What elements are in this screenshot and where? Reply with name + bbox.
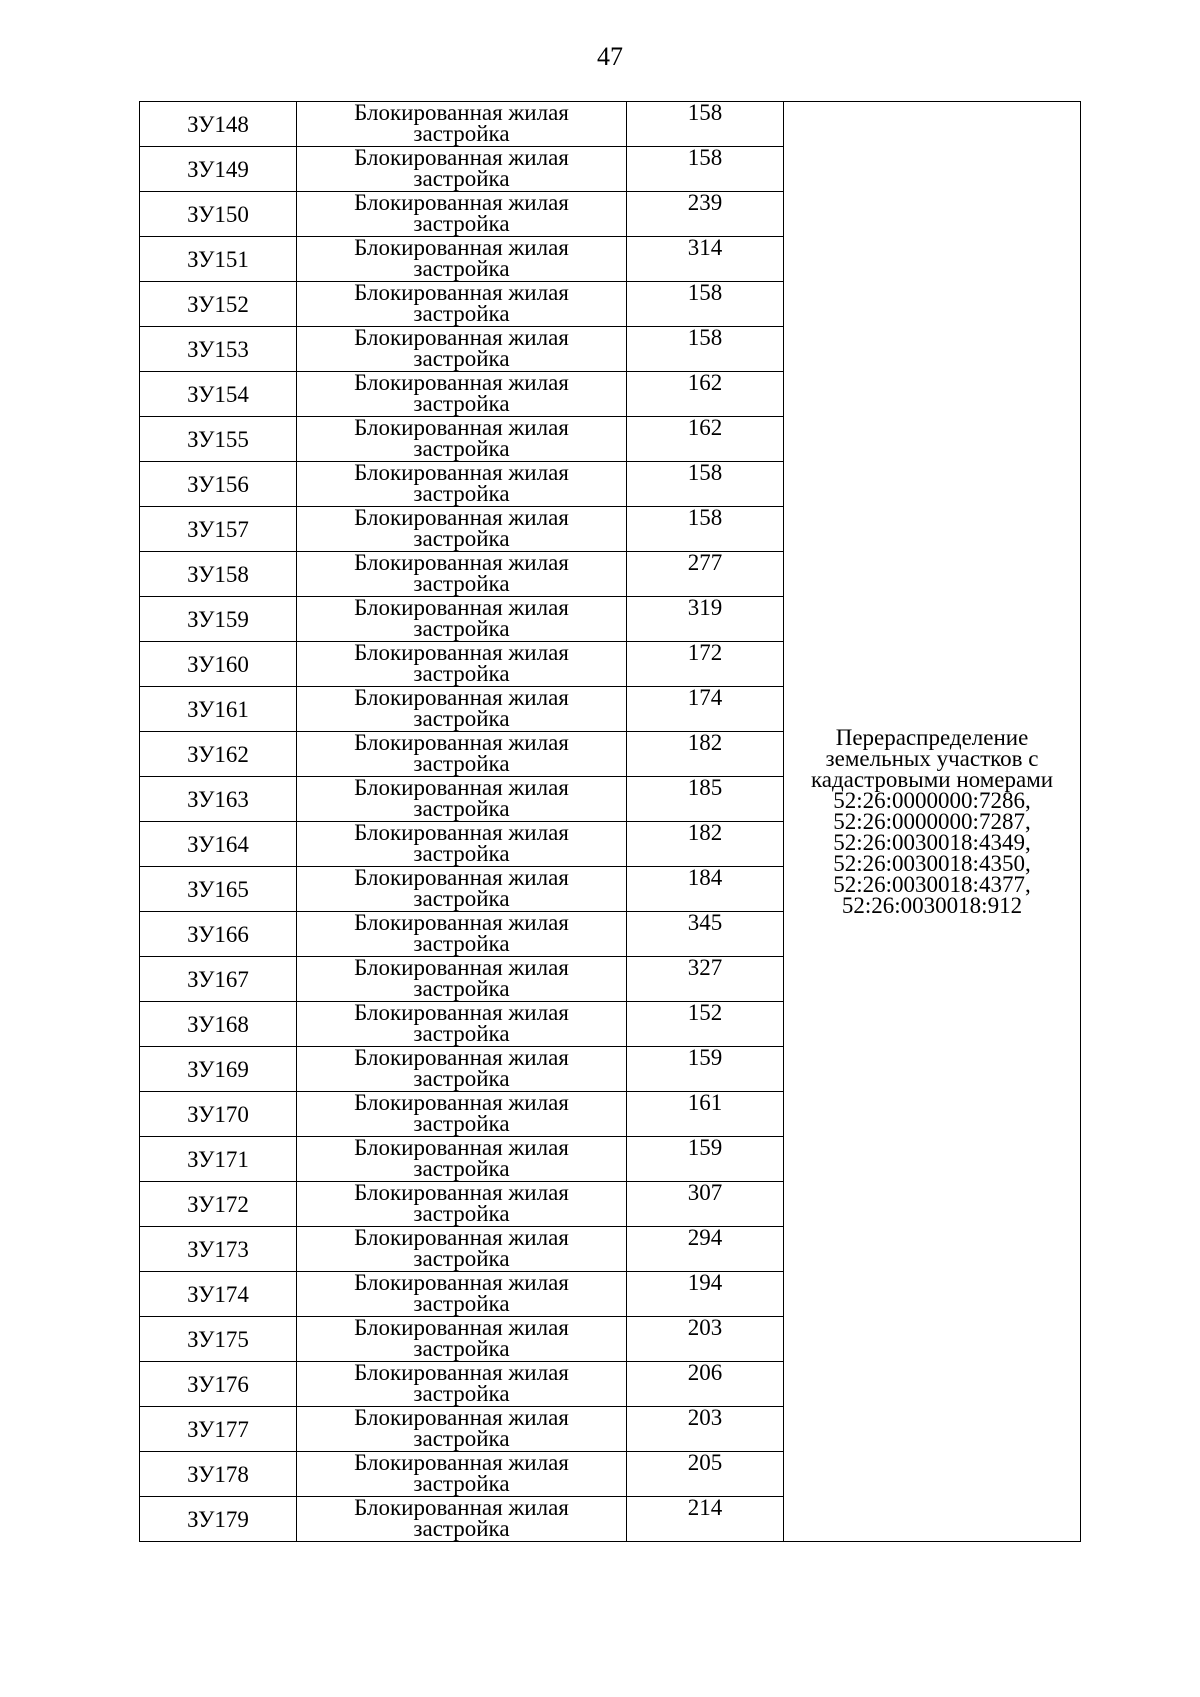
permitted-use-line: Блокированная жилая — [354, 685, 569, 710]
permitted-use-cell — [297, 777, 627, 822]
permitted-use-cell — [297, 1002, 627, 1047]
permitted-use-line: Блокированная жилая — [354, 730, 569, 755]
formation-method-line: Перераспределение — [835, 725, 1029, 750]
permitted-use-cell — [297, 867, 627, 912]
plot-id-cell: ЗУ148 — [140, 102, 297, 147]
plot-area-cell: 203 — [627, 1407, 784, 1452]
plot-id-cell: ЗУ167 — [140, 957, 297, 1002]
plot-area-cell: 314 — [627, 237, 784, 282]
land-plots-table — [139, 101, 1081, 1542]
plot-id-cell: ЗУ164 — [140, 822, 297, 867]
plot-id-cell: ЗУ173 — [140, 1227, 297, 1272]
permitted-use-cell — [297, 1407, 627, 1452]
permitted-use-line: застройка — [413, 1516, 510, 1541]
plot-id-cell: ЗУ177 — [140, 1407, 297, 1452]
plot-id-cell: ЗУ162 — [140, 732, 297, 777]
plot-area-cell: 319 — [627, 597, 784, 642]
permitted-use-line: застройка — [413, 1066, 510, 1091]
plot-area-cell: 205 — [627, 1452, 784, 1497]
page-number: 47 — [597, 42, 623, 71]
formation-method-line: земельных участков с — [825, 746, 1039, 771]
permitted-use-cell — [297, 1227, 627, 1272]
permitted-use-cell — [297, 1452, 627, 1497]
plot-id-cell: ЗУ175 — [140, 1317, 297, 1362]
permitted-use-cell — [297, 597, 627, 642]
plot-id-cell: ЗУ159 — [140, 597, 297, 642]
permitted-use-line: Блокированная жилая — [354, 325, 569, 350]
permitted-use-line: Блокированная жилая — [354, 955, 569, 980]
plot-area-cell: 162 — [627, 417, 784, 462]
permitted-use-line: застройка — [413, 976, 510, 1001]
permitted-use-cell — [297, 462, 627, 507]
permitted-use-cell — [297, 552, 627, 597]
table-row — [140, 102, 1081, 147]
permitted-use-line: застройка — [413, 301, 510, 326]
plot-id-cell: ЗУ152 — [140, 282, 297, 327]
plot-area-cell: 158 — [627, 147, 784, 192]
plot-area-cell: 327 — [627, 957, 784, 1002]
plot-area-cell: 159 — [627, 1047, 784, 1092]
permitted-use-line: застройка — [413, 661, 510, 686]
plot-id-cell: ЗУ176 — [140, 1362, 297, 1407]
permitted-use-line: Блокированная жилая — [354, 775, 569, 800]
permitted-use-line: Блокированная жилая — [354, 1270, 569, 1295]
plot-id-cell: ЗУ151 — [140, 237, 297, 282]
plot-id-cell: ЗУ165 — [140, 867, 297, 912]
formation-method-cell — [784, 102, 1081, 1542]
permitted-use-line: застройка — [413, 1111, 510, 1136]
permitted-use-line: застройка — [413, 886, 510, 911]
plot-area-cell: 294 — [627, 1227, 784, 1272]
permitted-use-cell — [297, 237, 627, 282]
formation-method-line: 52:26:0030018:4349, — [833, 830, 1031, 855]
plot-id-cell: ЗУ171 — [140, 1137, 297, 1182]
plot-area-cell: 182 — [627, 822, 784, 867]
plot-area-cell: 158 — [627, 507, 784, 552]
plot-id-cell: ЗУ156 — [140, 462, 297, 507]
permitted-use-line: застройка — [413, 121, 510, 146]
permitted-use-cell — [297, 282, 627, 327]
permitted-use-line: застройка — [413, 1291, 510, 1316]
permitted-use-cell — [297, 372, 627, 417]
permitted-use-line: Блокированная жилая — [354, 1315, 569, 1340]
plot-id-cell: ЗУ163 — [140, 777, 297, 822]
permitted-use-line: Блокированная жилая — [354, 370, 569, 395]
plot-id-cell: ЗУ168 — [140, 1002, 297, 1047]
permitted-use-line: застройка — [413, 1381, 510, 1406]
plot-id-cell: ЗУ157 — [140, 507, 297, 552]
permitted-use-cell — [297, 1317, 627, 1362]
formation-method-line: 52:26:0000000:7287, — [833, 809, 1031, 834]
permitted-use-cell — [297, 732, 627, 777]
plot-area-cell: 182 — [627, 732, 784, 777]
permitted-use-line: застройка — [413, 436, 510, 461]
plot-id-cell: ЗУ166 — [140, 912, 297, 957]
plot-area-cell: 185 — [627, 777, 784, 822]
permitted-use-line: Блокированная жилая — [354, 1000, 569, 1025]
plot-id-cell: ЗУ160 — [140, 642, 297, 687]
permitted-use-line: застройка — [413, 1021, 510, 1046]
formation-method-line: 52:26:0030018:4350, — [833, 851, 1031, 876]
plot-area-cell: 161 — [627, 1092, 784, 1137]
plot-id-cell: ЗУ178 — [140, 1452, 297, 1497]
plot-area-cell: 158 — [627, 282, 784, 327]
permitted-use-line: Блокированная жилая — [354, 235, 569, 260]
permitted-use-line: застройка — [413, 1246, 510, 1271]
plot-area-cell: 158 — [627, 327, 784, 372]
permitted-use-line: застройка — [413, 211, 510, 236]
permitted-use-line: Блокированная жилая — [354, 415, 569, 440]
permitted-use-line: Блокированная жилая — [354, 1045, 569, 1070]
permitted-use-cell — [297, 1092, 627, 1137]
permitted-use-cell — [297, 1047, 627, 1092]
permitted-use-line: Блокированная жилая — [354, 145, 569, 170]
permitted-use-line: Блокированная жилая — [354, 595, 569, 620]
permitted-use-line: Блокированная жилая — [354, 460, 569, 485]
permitted-use-line: застройка — [413, 931, 510, 956]
permitted-use-cell — [297, 1497, 627, 1542]
permitted-use-line: Блокированная жилая — [354, 1225, 569, 1250]
plot-area-cell: 158 — [627, 102, 784, 147]
permitted-use-line: застройка — [413, 571, 510, 596]
permitted-use-line: застройка — [413, 481, 510, 506]
permitted-use-line: застройка — [413, 1471, 510, 1496]
permitted-use-line: Блокированная жилая — [354, 1495, 569, 1520]
permitted-use-line: Блокированная жилая — [354, 550, 569, 575]
permitted-use-line: застройка — [413, 526, 510, 551]
permitted-use-line: застройка — [413, 1156, 510, 1181]
plot-id-cell: ЗУ150 — [140, 192, 297, 237]
permitted-use-line: Блокированная жилая — [354, 910, 569, 935]
plot-area-cell: 345 — [627, 912, 784, 957]
plot-id-cell: ЗУ149 — [140, 147, 297, 192]
plot-id-cell: ЗУ172 — [140, 1182, 297, 1227]
permitted-use-line: Блокированная жилая — [354, 100, 569, 125]
plot-area-cell: 214 — [627, 1497, 784, 1542]
plot-id-cell: ЗУ179 — [140, 1497, 297, 1542]
permitted-use-line: застройка — [413, 1201, 510, 1226]
permitted-use-line: застройка — [413, 1426, 510, 1451]
permitted-use-line: застройка — [413, 1336, 510, 1361]
permitted-use-line: Блокированная жилая — [354, 505, 569, 530]
permitted-use-line: застройка — [413, 391, 510, 416]
permitted-use-line: Блокированная жилая — [354, 640, 569, 665]
permitted-use-line: застройка — [413, 346, 510, 371]
permitted-use-line: Блокированная жилая — [354, 190, 569, 215]
plot-id-cell: ЗУ169 — [140, 1047, 297, 1092]
plot-id-cell: ЗУ154 — [140, 372, 297, 417]
plot-id-cell: ЗУ158 — [140, 552, 297, 597]
permitted-use-cell — [297, 327, 627, 372]
formation-method-line: 52:26:0030018:4377, — [833, 872, 1031, 897]
permitted-use-cell — [297, 822, 627, 867]
plot-area-cell: 277 — [627, 552, 784, 597]
permitted-use-line: Блокированная жилая — [354, 820, 569, 845]
formation-method-line: 52:26:0030018:912 — [841, 893, 1023, 918]
plot-area-cell: 206 — [627, 1362, 784, 1407]
formation-method-line: кадастровыми номерами — [810, 767, 1054, 792]
permitted-use-line: застройка — [413, 796, 510, 821]
permitted-use-line: застройка — [413, 616, 510, 641]
plot-id-cell: ЗУ170 — [140, 1092, 297, 1137]
plot-id-cell: ЗУ153 — [140, 327, 297, 372]
permitted-use-cell — [297, 1362, 627, 1407]
permitted-use-line: застройка — [413, 841, 510, 866]
plot-id-cell: ЗУ174 — [140, 1272, 297, 1317]
plot-area-cell: 158 — [627, 462, 784, 507]
permitted-use-line: Блокированная жилая — [354, 1180, 569, 1205]
plot-area-cell: 307 — [627, 1182, 784, 1227]
plot-area-cell: 203 — [627, 1317, 784, 1362]
plot-area-cell: 159 — [627, 1137, 784, 1182]
permitted-use-cell — [297, 192, 627, 237]
plot-id-cell: ЗУ161 — [140, 687, 297, 732]
plot-area-cell: 239 — [627, 192, 784, 237]
permitted-use-line: Блокированная жилая — [354, 1360, 569, 1385]
permitted-use-line: Блокированная жилая — [354, 865, 569, 890]
plot-id-cell: ЗУ155 — [140, 417, 297, 462]
permitted-use-line: Блокированная жилая — [354, 280, 569, 305]
permitted-use-line: Блокированная жилая — [354, 1135, 569, 1160]
permitted-use-cell — [297, 102, 627, 147]
permitted-use-cell — [297, 687, 627, 732]
permitted-use-line: Блокированная жилая — [354, 1450, 569, 1475]
plot-area-cell: 172 — [627, 642, 784, 687]
permitted-use-cell — [297, 642, 627, 687]
permitted-use-cell — [297, 912, 627, 957]
plot-area-cell: 184 — [627, 867, 784, 912]
permitted-use-cell — [297, 507, 627, 552]
permitted-use-cell — [297, 1182, 627, 1227]
permitted-use-line: застройка — [413, 751, 510, 776]
permitted-use-cell — [297, 957, 627, 1002]
permitted-use-line: застройка — [413, 706, 510, 731]
permitted-use-cell — [297, 1137, 627, 1182]
permitted-use-cell — [297, 147, 627, 192]
plot-area-cell: 162 — [627, 372, 784, 417]
permitted-use-line: застройка — [413, 256, 510, 281]
formation-method-line: 52:26:0000000:7286, — [833, 788, 1031, 813]
permitted-use-cell — [297, 417, 627, 462]
plot-area-cell: 194 — [627, 1272, 784, 1317]
permitted-use-line: застройка — [413, 166, 510, 191]
land-plots-table-body — [140, 102, 1081, 1542]
plot-area-cell: 174 — [627, 687, 784, 732]
permitted-use-line: Блокированная жилая — [354, 1405, 569, 1430]
plot-area-cell: 152 — [627, 1002, 784, 1047]
permitted-use-cell — [297, 1272, 627, 1317]
permitted-use-line: Блокированная жилая — [354, 1090, 569, 1115]
